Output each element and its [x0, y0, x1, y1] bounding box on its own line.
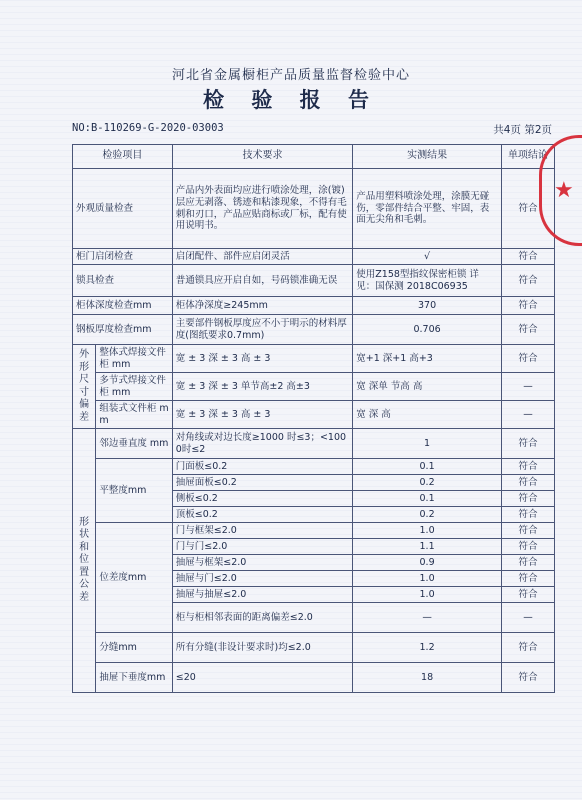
row-result: 1.2 — [353, 633, 502, 663]
row-conclusion: 符合 — [501, 663, 554, 693]
row-req: 抽屉面板≤0.2 — [172, 475, 352, 491]
row-result: — — [353, 603, 502, 633]
group-label-char: 差 — [79, 591, 90, 603]
table-row — [73, 663, 555, 693]
row-result: 0.1 — [353, 491, 502, 507]
row-req: 门面板≤0.2 — [172, 459, 352, 475]
group-label-char: 尺 — [79, 374, 90, 385]
row-conclusion: 符合 — [501, 491, 554, 507]
group-label-char: 公 — [79, 579, 90, 591]
row-item: 分缝mm — [96, 633, 172, 663]
row-item: 钢板厚度检查mm — [73, 315, 173, 345]
table-row — [73, 315, 555, 345]
group-label-char: 形 — [79, 516, 90, 528]
group-label-shape — [73, 429, 96, 693]
group-label-char: 偏 — [79, 399, 90, 410]
report-number: NO:B-110269-G-2020-03003 — [72, 122, 224, 134]
group-label-char: 外 — [79, 349, 90, 360]
row-req: 对角线或对边长度≥1000 时≤3；<1000时≤2 — [172, 429, 352, 459]
row-req: 柜体净深度≥245mm — [172, 297, 352, 315]
row-conclusion: — — [501, 603, 554, 633]
row-req: 抽屉与门≤2.0 — [172, 571, 352, 587]
row-result: 0.706 — [353, 315, 502, 345]
row-req: 抽屉与框架≤2.0 — [172, 555, 352, 571]
row-req: 启闭配件、部件应启闭灵活 — [172, 249, 352, 265]
row-result: 宽 深单 节高 高 — [353, 373, 502, 401]
group-label-char: 形 — [79, 361, 90, 373]
header-req: 技术要求 — [172, 145, 352, 169]
row-item: 柜体深度检查mm — [73, 297, 173, 315]
header-conclusion: 单项结论 — [501, 145, 554, 169]
table-row — [73, 523, 555, 539]
group-label-dimensions — [73, 345, 96, 429]
row-item: 抽屉下垂度mm — [96, 663, 172, 693]
table-row — [73, 429, 555, 459]
row-result: 18 — [353, 663, 502, 693]
group-label-char: 寸 — [79, 386, 90, 398]
page-title: 检 验 报 告 — [203, 88, 379, 112]
table-header-row — [73, 145, 555, 169]
group-label-char: 状 — [79, 529, 90, 541]
table-row — [73, 169, 555, 249]
row-conclusion: 符合 — [501, 587, 554, 603]
row-conclusion: 符合 — [501, 265, 554, 297]
row-result: 0.9 — [353, 555, 502, 571]
row-item: 锁具检查 — [73, 265, 173, 297]
row-item: 整体式焊接文件柜 mm — [96, 345, 172, 373]
row-conclusion: 符合 — [501, 345, 554, 373]
row-result: 0.2 — [353, 507, 502, 523]
table-row — [73, 345, 555, 373]
row-result: 370 — [353, 297, 502, 315]
row-result: 产品用塑料喷涂处理，涂膜无碰伤，零部件结合平整、牢固，表面无尖角和毛刺。 — [353, 169, 502, 249]
row-result: 宽+1 深+1 高+3 — [353, 345, 502, 373]
row-result: 使用Z158型指纹保密柜锁 详见：国保测 2018C06935 — [353, 265, 502, 297]
row-req: 顶板≤0.2 — [172, 507, 352, 523]
row-item: 多节式焊接文件柜 mm — [96, 373, 172, 401]
row-req: 宽 ± 3 深 ± 3 单节高±2 高±3 — [172, 373, 352, 401]
row-req: 柜与柜相邻表面的距离偏差≤2.0 — [172, 603, 352, 633]
row-conclusion: 符合 — [501, 315, 554, 345]
row-req: ≤20 — [172, 663, 352, 693]
row-result: 0.2 — [353, 475, 502, 491]
row-item: 外观质量检查 — [73, 169, 173, 249]
row-conclusion: — — [501, 373, 554, 401]
header-item: 检验项目 — [73, 145, 173, 169]
row-result: 0.1 — [353, 459, 502, 475]
row-conclusion: 符合 — [501, 249, 554, 265]
row-req: 产品内外表面均应进行喷涂处理，涂(镀)层应无剥落、锈迹和粘漆现象，不得有毛刺和刃口，产品应贴商标或厂标，配有使用说明书。 — [172, 169, 352, 249]
row-req: 宽 ± 3 深 ± 3 高 ± 3 — [172, 401, 352, 429]
group-label-char: 置 — [79, 566, 90, 578]
row-item-position: 位差度mm — [96, 523, 172, 633]
row-result: 1.0 — [353, 587, 502, 603]
group-label-char: 和 — [79, 541, 90, 553]
row-req: 门与框架≤2.0 — [172, 523, 352, 539]
row-req: 宽 ± 3 深 ± 3 高 ± 3 — [172, 345, 352, 373]
table-row — [73, 459, 555, 475]
row-conclusion: 符合 — [501, 633, 554, 663]
row-conclusion: 符合 — [501, 429, 554, 459]
table-row — [73, 373, 555, 401]
page-info: 共4页 第2页 — [493, 124, 552, 136]
row-item: 组装式文件柜 mm — [96, 401, 172, 429]
row-req: 所有分缝(非设计要求时)均≤2.0 — [172, 633, 352, 663]
row-item: 邻边垂直度 mm — [96, 429, 172, 459]
row-conclusion: 符合 — [501, 539, 554, 555]
row-req: 主要部件钢板厚度应不小于明示的材料厚度(图纸要求0.7mm) — [172, 315, 352, 345]
row-result: 1 — [353, 429, 502, 459]
table-row — [73, 249, 555, 265]
org-name: 河北省金属橱柜产品质量监督检验中心 — [171, 68, 410, 83]
row-conclusion: 符合 — [501, 297, 554, 315]
row-item-flatness: 平整度mm — [96, 459, 172, 523]
inspection-table — [72, 144, 555, 693]
row-conclusion: 符合 — [501, 523, 554, 539]
group-label-char: 位 — [79, 554, 90, 566]
row-conclusion: 符合 — [501, 475, 554, 491]
group-label-char: 差 — [79, 411, 90, 423]
seal-star-icon: ★ — [554, 178, 574, 203]
row-req: 侧板≤0.2 — [172, 491, 352, 507]
row-result: 1.0 — [353, 571, 502, 587]
row-result: √ — [353, 249, 502, 265]
table-row — [73, 401, 555, 429]
row-req: 抽屉与抽屉≤2.0 — [172, 587, 352, 603]
row-result: 1.0 — [353, 523, 502, 539]
row-conclusion: 符合 — [501, 459, 554, 475]
row-conclusion: 符合 — [501, 555, 554, 571]
row-conclusion: — — [501, 401, 554, 429]
row-result: 宽 深 高 — [353, 401, 502, 429]
row-conclusion: 符合 — [501, 571, 554, 587]
row-result: 1.1 — [353, 539, 502, 555]
row-item: 柜门启闭检查 — [73, 249, 173, 265]
row-conclusion: 符合 — [501, 169, 554, 249]
row-req: 普通锁具应开启自如，号码锁准确无误 — [172, 265, 352, 297]
row-req: 门与门≤2.0 — [172, 539, 352, 555]
table-row — [73, 633, 555, 663]
table-row — [73, 297, 555, 315]
row-conclusion: 符合 — [501, 507, 554, 523]
header-result: 实测结果 — [353, 145, 502, 169]
table-row — [73, 265, 555, 297]
